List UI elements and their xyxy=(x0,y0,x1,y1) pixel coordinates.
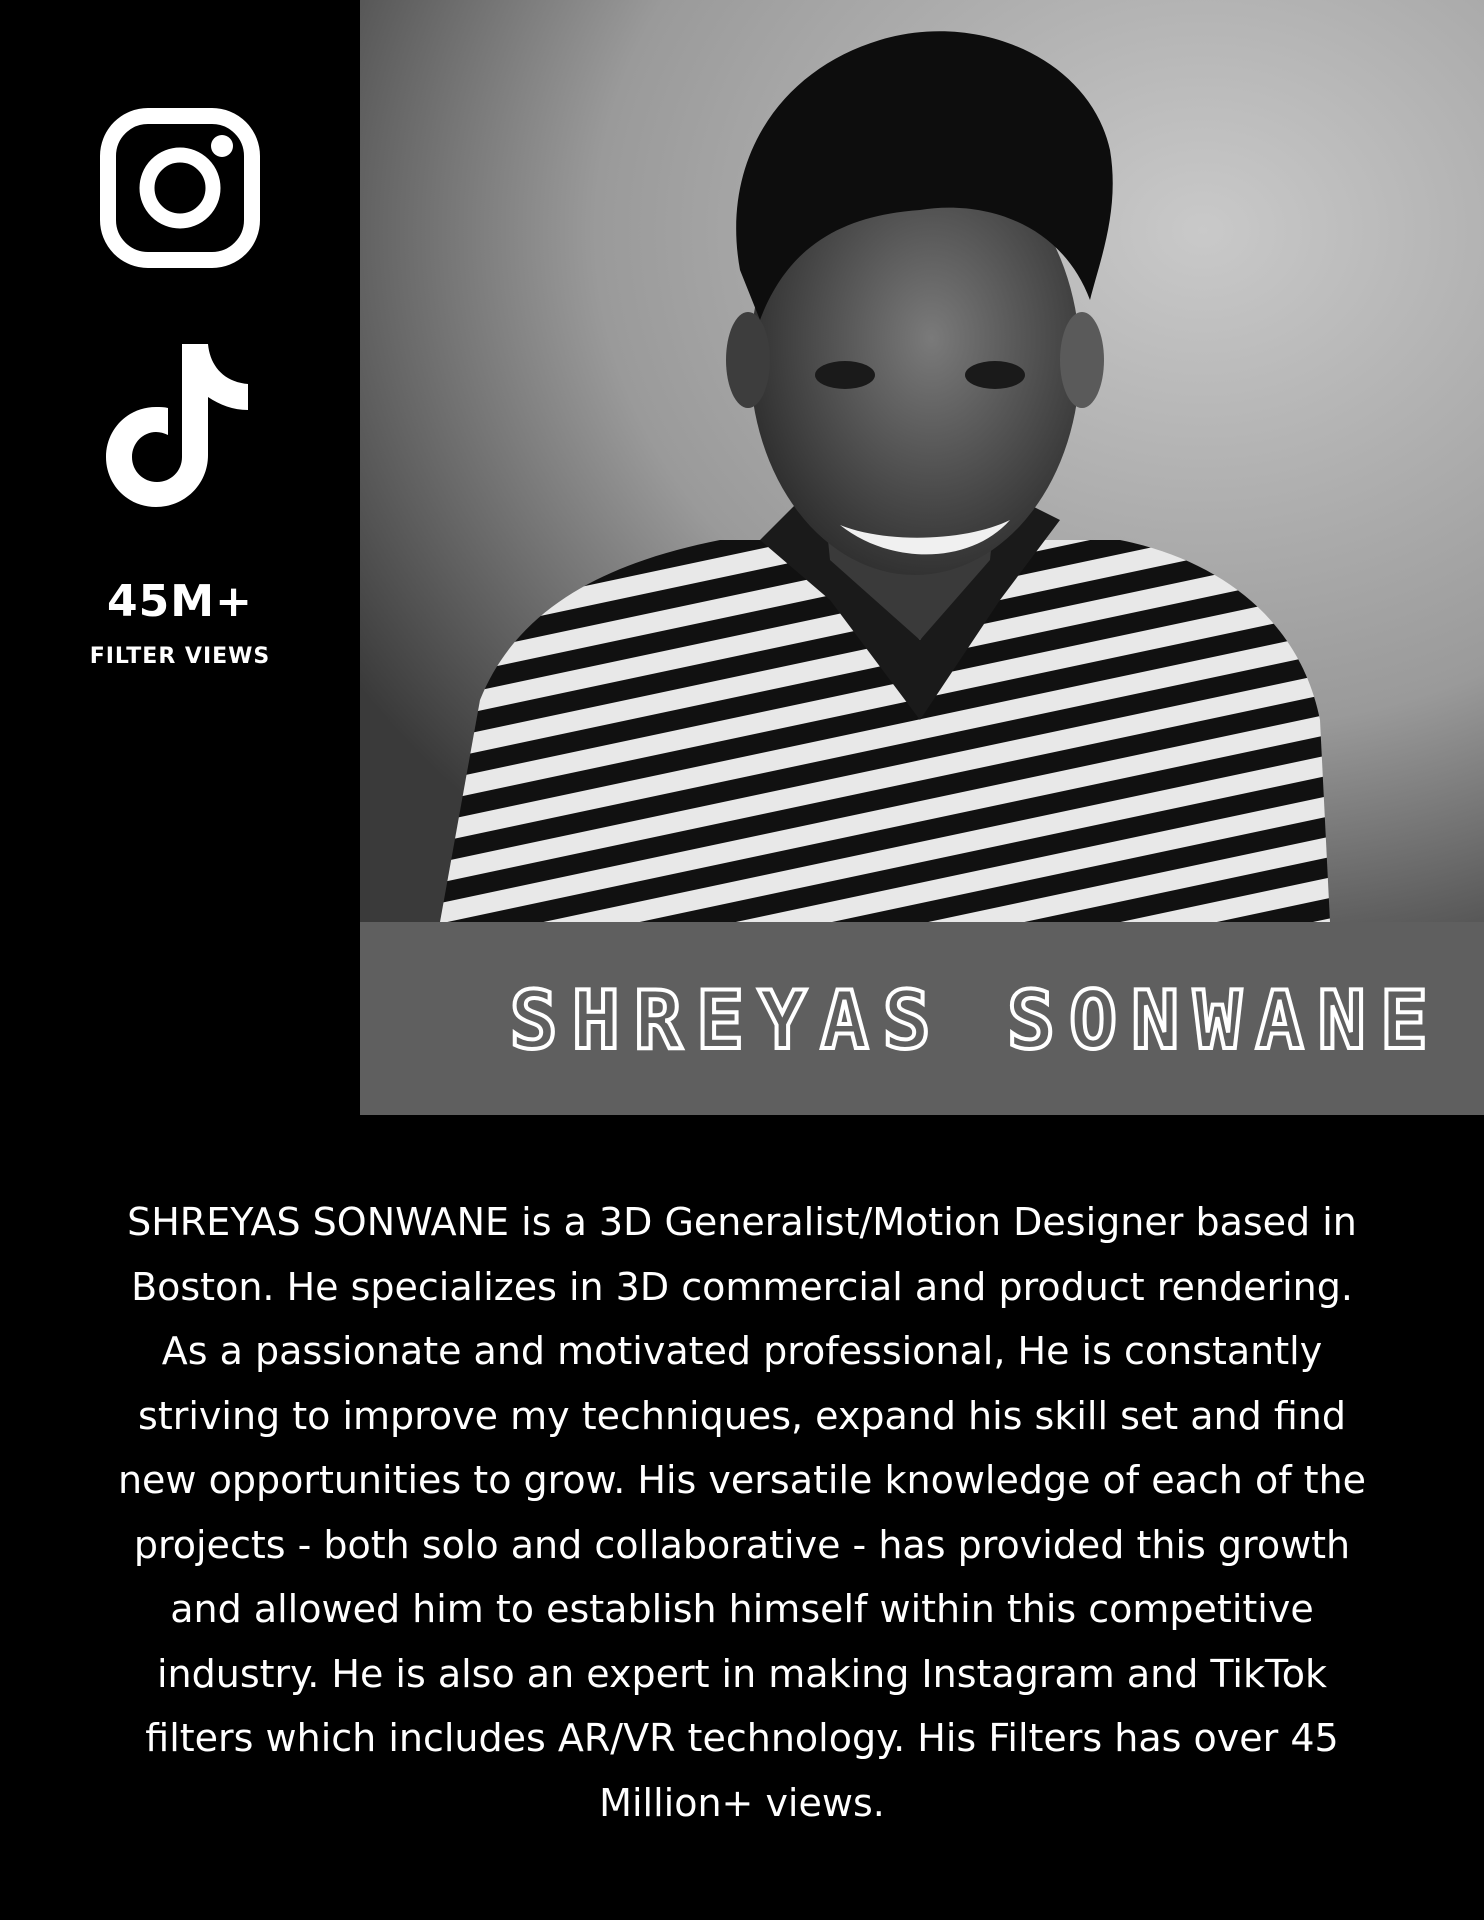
filter-views-label: FILTER VIEWS xyxy=(89,644,271,669)
filter-views-count: 45M+ xyxy=(107,576,253,627)
bio-paragraph: SHREYAS SONWANE is a 3D Generalist/Motion Designer based in Boston. He specializes in 3D commercial and product rendering. As a passionate and motivated professional, He is constantly striving to improve my techniques, expand his skill set and find new opportunities to grow. His versatile knowledge of each of the projects - both solo and collaborative - has provided this growth and allowed him to establish himself within this competitive industry. He is also an expert in making Instagram and TikTok filters which includes AR/VR technology. His Filters has over 45 Million+ views. xyxy=(117,1200,1367,1825)
instagram-icon[interactable] xyxy=(100,108,260,268)
person-name: SHREYAS SONWANE xyxy=(509,974,1442,1067)
sidebar xyxy=(0,0,360,1115)
name-banner xyxy=(360,922,1484,1115)
profile-photo xyxy=(360,0,1484,922)
tiktok-icon[interactable] xyxy=(104,340,254,510)
